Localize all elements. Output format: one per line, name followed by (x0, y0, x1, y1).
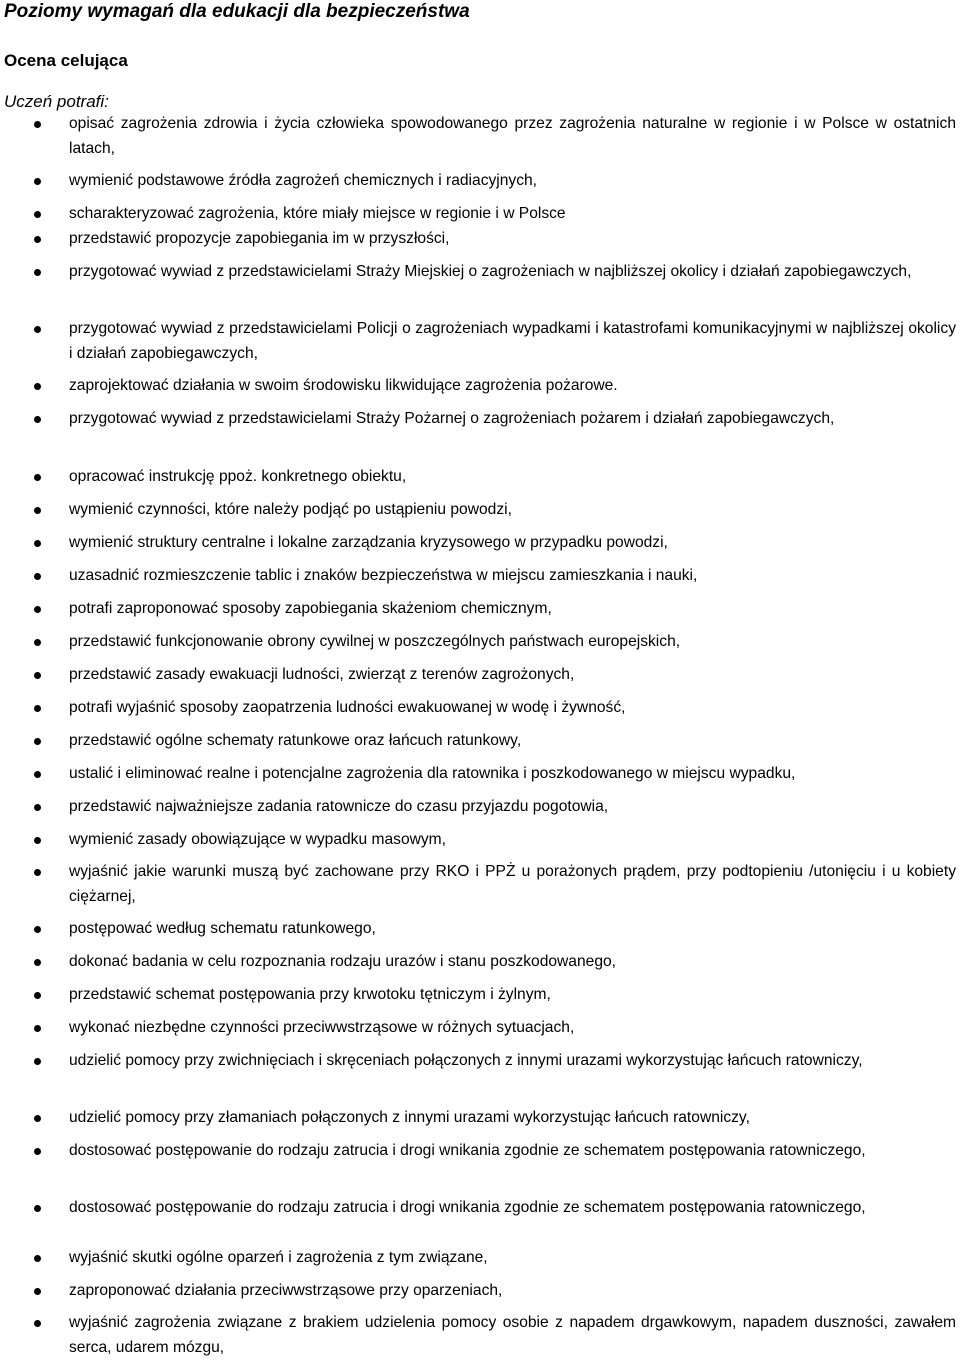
bullet-icon (34, 738, 41, 745)
list-item-text: zaprojektować działania w swoim środowisku likwidujące zagrożenia pożarowe. (69, 377, 618, 394)
list-item (4, 1139, 956, 1164)
bullet-icon (34, 211, 41, 218)
list-item-text: przedstawić zasady ewakuacji ludności, zwierząt z terenów zagrożonych, (69, 666, 575, 683)
list-item (4, 1311, 956, 1360)
list-item-text: uzasadnić rozmieszczenie tablic i znaków bezpieczeństwa w miejscu zamieszkania i nauki, (69, 567, 698, 584)
list-item-text: przedstawić funkcjonowanie obrony cywilnej w poszczególnych państwach europejskich, (69, 633, 681, 650)
bullet-icon (34, 1058, 41, 1065)
list-item (4, 1016, 956, 1041)
list-item (4, 860, 956, 909)
list-item-text: wymienić zasady obowiązujące w wypadku masowym, (69, 831, 446, 848)
list-item-text: opracować instrukcję ppoż. konkretnego obiektu, (69, 468, 407, 485)
bullet-icon (34, 1205, 41, 1212)
list-item-text: przygotować wywiad z przedstawicielami Straży Miejskiej o zagrożeniach w najbliższej okolicy i działań zapobiegawczych, (69, 263, 912, 280)
bullet-icon (34, 121, 41, 128)
bullet-icon (34, 1148, 41, 1155)
list-item (4, 407, 956, 432)
bullet-icon (34, 178, 41, 185)
bullet-icon (34, 1255, 41, 1262)
list-item (4, 1246, 956, 1271)
list-item (4, 762, 956, 787)
list-item-text: zaproponować działania przeciwwstrząsowe przy oparzeniach, (69, 1282, 503, 1299)
list-item-text: wymienić struktury centralne i lokalne zarządzania kryzysowego w przypadku powodzi, (69, 534, 668, 551)
list-item-text: wyjaśnić zagrożenia związane z brakiem udzielenia pomocy osobie z napadem drgawkowym, napadem duszności, zawałem serca, udarem mózgu, (69, 1314, 956, 1356)
list-item (4, 112, 956, 161)
list-item (4, 1196, 956, 1221)
bullet-icon (34, 959, 41, 966)
bullet-icon (34, 1115, 41, 1122)
list-item (4, 729, 956, 754)
bullet-icon (34, 639, 41, 646)
list-item-text: wymienić podstawowe źródła zagrożeń chemicznych i radiacyjnych, (69, 172, 538, 189)
list-item-text: potrafi zaproponować sposoby zapobiegania skażeniom chemicznym, (69, 600, 552, 617)
list-item (4, 950, 956, 975)
list-item (4, 828, 956, 853)
list-item (4, 630, 956, 655)
bullet-icon (34, 326, 41, 333)
bullet-icon (34, 606, 41, 613)
bullet-icon (34, 236, 41, 243)
list-item-text: ustalić i eliminować realne i potencjalne zagrożenia dla ratownika i poszkodowanego w miejscu wypadku, (69, 765, 796, 782)
document-title: Poziomy wymagań dla edukacji dla bezpieczeństwa (4, 1, 470, 22)
list-item-text: potrafi wyjaśnić sposoby zaopatrzenia ludności ewakuowanej w wodę i żywność, (69, 699, 626, 716)
list-item-text: wymienić czynności, które należy podjąć po ustąpieniu powodzi, (69, 501, 512, 518)
bullet-icon (34, 1288, 41, 1295)
list-item (4, 1106, 956, 1131)
list-item-text: opisać zagrożenia zdrowia i życia człowieka spowodowanego przez zagrożenia naturalne w regionie i w Polsce w ostatnich latach, (69, 115, 956, 157)
list-item (4, 465, 956, 490)
list-item-text: wyjaśnić jakie warunki muszą być zachowane przy RKO i PPŻ u porażonych prądem, przy podtopieniu /utonięciu i u kobiety ciężarnej, (69, 863, 956, 905)
list-item-text: dostosować postępowanie do rodzaju zatrucia i drogi wnikania zgodnie ze schematem postępowania ratowniczego, (69, 1199, 866, 1216)
bullet-icon (34, 869, 41, 876)
list-item-text: wyjaśnić skutki ogólne oparzeń i zagrożenia z tym związane, (69, 1249, 488, 1266)
list-item-text: udzielić pomocy przy złamaniach połączonych z innymi urazami wykorzystując łańcuch ratowniczy, (69, 1109, 750, 1126)
list-item-text: przygotować wywiad z przedstawicielami Policji o zagrożeniach wypadkami i katastrofami komunikacyjnymi w najbliższej okolicy i działań zapobiegawczych, (69, 320, 956, 362)
bullet-icon (34, 1320, 41, 1327)
list-item (4, 696, 956, 721)
bullet-icon (34, 474, 41, 481)
bullet-icon (34, 416, 41, 423)
list-item-text: dostosować postępowanie do rodzaju zatrucia i drogi wnikania zgodnie ze schematem postępowania ratowniczego, (69, 1142, 866, 1159)
bullet-icon (34, 926, 41, 933)
list-item-text: przedstawić najważniejsze zadania ratownicze do czasu przyjazdu pogotowia, (69, 798, 609, 815)
grade-heading: Ocena celująca (4, 51, 128, 70)
list-item (4, 564, 956, 589)
bullet-icon (34, 1025, 41, 1032)
bullet-icon (34, 837, 41, 844)
list-item-text: scharakteryzować zagrożenia, które miały miejsce w regionie i w Polsce (69, 205, 566, 222)
list-item (4, 227, 956, 252)
list-item (4, 260, 956, 285)
list-item-text: dokonać badania w celu rozpoznania rodzaju urazów i stanu poszkodowanego, (69, 953, 617, 970)
bullet-icon (34, 507, 41, 514)
bullet-icon (34, 705, 41, 712)
bullet-icon (34, 573, 41, 580)
bullet-icon (34, 269, 41, 276)
list-item (4, 317, 956, 366)
list-item-text: przygotować wywiad z przedstawicielami Straży Pożarnej o zagrożeniach pożarem i działań zapobiegawczych, (69, 410, 835, 427)
list-item (4, 795, 956, 820)
bullet-icon (34, 804, 41, 811)
skills-list (4, 112, 956, 1360)
bullet-icon (34, 992, 41, 999)
intro-text: Uczeń potrafi: (4, 92, 109, 111)
list-item (4, 597, 956, 622)
bullet-icon (34, 771, 41, 778)
bullet-icon (34, 540, 41, 547)
list-item (4, 374, 956, 399)
list-item-text: wykonać niezbędne czynności przeciwwstrząsowe w różnych sytuacjach, (69, 1019, 575, 1036)
list-item (4, 1279, 956, 1304)
list-item (4, 202, 956, 227)
list-item-text: postępować według schematu ratunkowego, (69, 920, 376, 937)
list-item (4, 498, 956, 523)
list-item (4, 917, 956, 942)
list-item-text: udzielić pomocy przy zwichnięciach i skręceniach połączonych z innymi urazami wykorzystując łańcuch ratowniczy, (69, 1052, 863, 1069)
list-item-text: przedstawić propozycje zapobiegania im w przyszłości, (69, 230, 450, 247)
list-item (4, 983, 956, 1008)
bullet-icon (34, 672, 41, 679)
list-item-text: przedstawić schemat postępowania przy krwotoku tętniczym i żylnym, (69, 986, 551, 1003)
list-item (4, 1049, 956, 1074)
list-item-text: przedstawić ogólne schematy ratunkowe oraz łańcuch ratunkowy, (69, 732, 522, 749)
list-item (4, 663, 956, 688)
list-item (4, 169, 956, 194)
list-item (4, 531, 956, 556)
bullet-icon (34, 383, 41, 390)
